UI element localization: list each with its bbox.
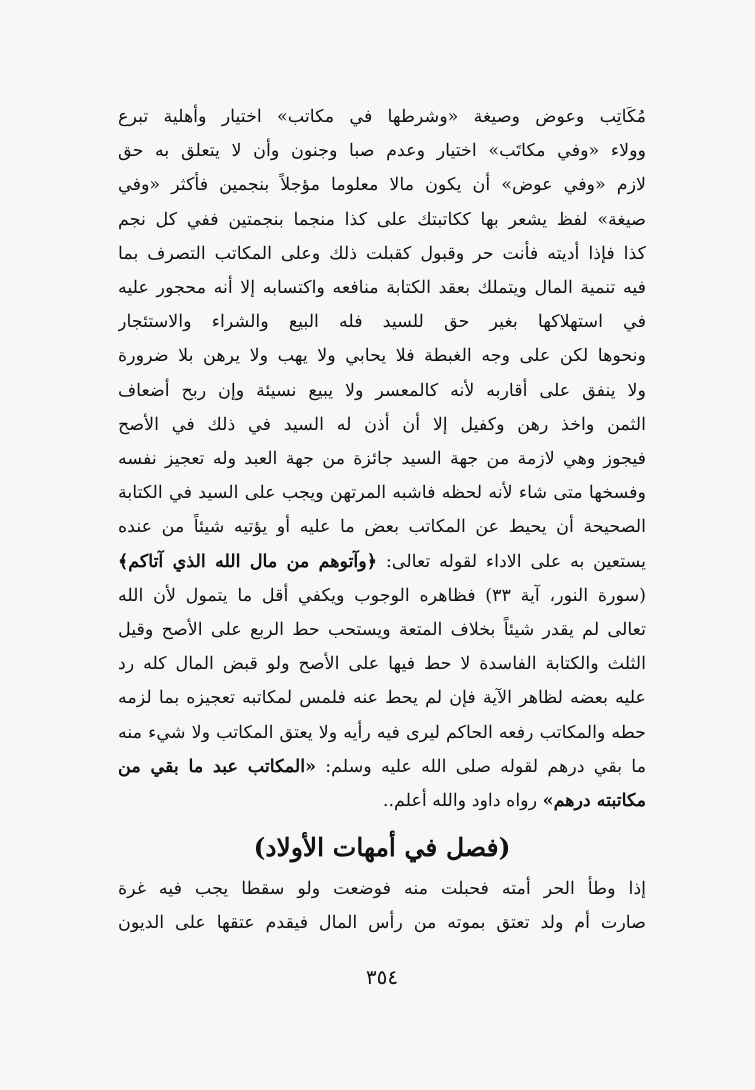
main-text-block	[118, 100, 646, 818]
text-line-7: في استهلاكها بغير حق للسيد فله البيع والشراء والاستئجار	[118, 312, 646, 333]
text-line-1: مُكَاتِب وعوض وصيغة «وشرطها في مكاتب» اختيار وأهلية تبرع	[118, 107, 646, 127]
text-line-19: حطه والمكاتب رفعه الحاكم ليرى فيه رأيه ولا يعتق المكاتب ولا شيء منه	[118, 722, 646, 743]
text-line-20	[118, 750, 646, 784]
text-line-10: الثمن واخذ رهن وكفيل إلا أن أذن له السيد في ذلك في الأصح	[118, 414, 646, 435]
page-number: ٣٥٤	[365, 965, 399, 989]
text-line-13: الصحيحة أن يحيط عن المكاتب بعض ما عليه أو يؤتيه شيئاً من عنده	[118, 517, 646, 538]
text-line-16: تعالى لم يقدر شيئاً بخلاف المتعة ويستحب حط الربع على الأصح وقيل	[118, 620, 646, 641]
text-line-5: كذا فإذا أديته فأنت حر وقبول كقبلت ذلك وعلى المكاتب التصرف بما	[118, 243, 646, 264]
text-line-11: فيجوز وهي لازمة من جهة السيد جائزة من جهة العبد وله تعجيز نفسه	[118, 449, 646, 470]
text-line-15: (سورة النور، آية ٣٣) فظاهره الوجوب ويكفي أقل ما يتمول لأن الله	[118, 585, 646, 606]
section-text-block	[118, 872, 646, 940]
hadith-quote-part-1: «المكاتب عبد ما بقي من	[118, 756, 317, 777]
text-line-2: وولاء «وفي مكاتَب» اختيار وعدم صبا وجنون وأن لا يتعلق به حق	[118, 141, 646, 162]
section-heading: (فصل في أمهات الأولاد)	[253, 833, 511, 862]
text-line-21	[118, 784, 646, 818]
text-line-21-end: رواه داود والله أعلم..	[382, 791, 543, 812]
quran-quote: ﴿وآتوهم من مال الله الذي آتاكم﴾	[118, 551, 378, 572]
section-line-2: صارت أم ولد تعتق بموته من رأس المال فيقدم عتقها على الديون	[118, 913, 646, 934]
text-line-3: لازم «وفي عوض» أن يكون مالا معلوما مؤجلاً بنجمين فأكثر «وفي	[118, 175, 646, 196]
text-line-12: وفسخها متى شاء لأنه لحظه فاشبه المرتهن ويجب على السيد في الكتابة	[118, 483, 646, 504]
text-line-8: ونحوها لكن على وجه الغبطة فلا يحابي ولا يهب ولا يرهن بلا ضرورة	[118, 346, 646, 367]
text-line-18: عليه بعضه لظاهر الآية فإن لم يحط عنه فلمس لمكاتبه تعجيزه بما لزمه	[118, 688, 646, 709]
text-line-6: فيه تنمية المال ويتملك بعقد الكتابة منافعه واكتسابه إلا أنه محجور عليه	[118, 278, 646, 299]
hadith-quote-part-2: مكاتبته درهم»	[542, 791, 646, 812]
section-line-1: إذا وطأ الحر أمته فحبلت منه فوضعت ولو سقطا يجب فيه غرة	[118, 879, 646, 899]
text-line-14-start: يستعين به على الاداء لقوله تعالى:	[377, 551, 646, 572]
text-line-20-start: ما بقي درهم لقوله صلى الله عليه وسلم:	[316, 756, 646, 777]
text-line-4: صيغة» لفظ يشعر بها ككاتبتك على كذا منجما بنجمتين ففي كل نجم	[118, 209, 646, 230]
text-line-14	[118, 545, 646, 579]
text-line-17: الثلث والكتابة الفاسدة لا حط فيها على الأصح ولو قبض المال كله رد	[118, 654, 646, 675]
text-line-9: ولا ينفق على أقاربه لأنه كالمعسر ولا يبيع نسيئة وإن ربح أضعاف	[118, 380, 646, 401]
